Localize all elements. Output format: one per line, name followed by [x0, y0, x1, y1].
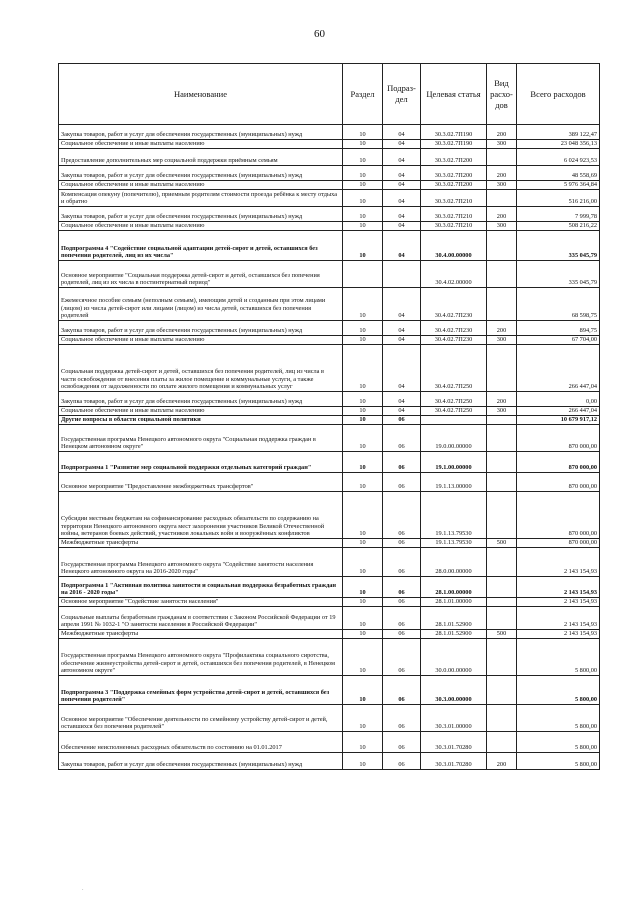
cell-kind — [487, 149, 517, 166]
cell-kind — [487, 452, 517, 473]
cell-section: 10 — [343, 416, 383, 425]
cell-target: 30.4.02.7П250 — [421, 392, 487, 407]
cell-target: 30.4.02.7П230 — [421, 321, 487, 336]
cell-name: Государственная программа Ненецкого автономного округа "Профилактика социального сиротства, обеспечение жизнеустройства детей-сирот и детей, оставшихся без попечения родителей, в Ненецком автономном округе" — [59, 639, 343, 676]
cell-section: 10 — [343, 166, 383, 181]
cell-target: 19.1.13.79530 — [421, 492, 487, 539]
cell-section: 10 — [343, 140, 383, 149]
cell-target: 30.3.00.00000 — [421, 676, 487, 705]
cell-name: Подпрограмма 4 "Содействие социальной адаптации детей-сирот и детей, оставшихся без попечения родителей, лиц из их числа" — [59, 231, 343, 261]
cell-total: 2 143 154,93 — [517, 630, 600, 639]
cell-name: Закупка товаров, работ и услуг для обеспечения государственных (муниципальных) нужд — [59, 392, 343, 407]
cell-subsection: 04 — [383, 140, 421, 149]
cell-section: 10 — [343, 336, 383, 345]
header-total: Всего расходов — [517, 64, 600, 125]
cell-target: 30.3.02.7П190 — [421, 140, 487, 149]
cell-section: 10 — [343, 190, 383, 207]
cell-subsection: 04 — [383, 166, 421, 181]
cell-total: 10 679 917,12 — [517, 416, 600, 425]
cell-section: 10 — [343, 705, 383, 732]
cell-total: 5 800,00 — [517, 753, 600, 770]
cell-subsection: 06 — [383, 416, 421, 425]
cell-subsection: 06 — [383, 732, 421, 753]
cell-total: 335 045,79 — [517, 231, 600, 261]
table-row — [59, 492, 600, 539]
budget-table — [58, 63, 600, 770]
cell-subsection: 04 — [383, 345, 421, 392]
cell-total: 5 800,00 — [517, 705, 600, 732]
cell-subsection: 06 — [383, 705, 421, 732]
cell-total: 335 045,79 — [517, 261, 600, 288]
table-row — [59, 166, 600, 181]
cell-kind — [487, 732, 517, 753]
table-row — [59, 598, 600, 607]
cell-total: 7 999,78 — [517, 207, 600, 222]
cell-target: 19.1.13.00000 — [421, 473, 487, 492]
table-row — [59, 473, 600, 492]
cell-section: 10 — [343, 676, 383, 705]
cell-name: Закупка товаров, работ и услуг для обеспечения государственных (муниципальных) нужд — [59, 166, 343, 181]
cell-kind: 300 — [487, 222, 517, 231]
cell-kind: 200 — [487, 753, 517, 770]
cell-section: 10 — [343, 222, 383, 231]
cell-total: 516 216,00 — [517, 190, 600, 207]
table-row — [59, 321, 600, 336]
cell-kind — [487, 639, 517, 676]
cell-target: 28.1.01.52900 — [421, 630, 487, 639]
cell-name: Социальное обеспечение и иные выплаты населению — [59, 140, 343, 149]
cell-name: Подпрограмма 1 "Развитие мер социальной поддержки отдельных категорий граждан" — [59, 452, 343, 473]
cell-kind — [487, 416, 517, 425]
cell-name: Закупка товаров, работ и услуг для обеспечения государственных (муниципальных) нужд — [59, 207, 343, 222]
cell-total: 5 800,00 — [517, 676, 600, 705]
cell-target: 30.4.02.00000 — [421, 261, 487, 288]
cell-total: 6 024 923,53 — [517, 149, 600, 166]
cell-subsection: 04 — [383, 222, 421, 231]
table-row — [59, 548, 600, 577]
table-row — [59, 140, 600, 149]
cell-subsection: 06 — [383, 492, 421, 539]
table-row — [59, 288, 600, 321]
cell-kind — [487, 261, 517, 288]
table-row — [59, 577, 600, 598]
table-row — [59, 336, 600, 345]
cell-name: Субсидии местным бюджетам на софинансирование расходных обязательств по содержанию на территории Ненецкого автономного округа мест захоронения участников Великой Отечественной войны, ветеранов боевых действий, участников локальных войн и вооружённых конфликтов — [59, 492, 343, 539]
cell-name: Государственная программа Ненецкого автономного округа "Содействие занятости населения Ненецкого автономного округа на 2016-2020 годы" — [59, 548, 343, 577]
cell-name: Социальное обеспечение и иные выплаты населению — [59, 407, 343, 416]
cell-target: 30.4.00.00000 — [421, 231, 487, 261]
cell-section: 10 — [343, 452, 383, 473]
cell-target: 30.4.02.7П250 — [421, 345, 487, 392]
cell-total: 870 000,00 — [517, 425, 600, 452]
cell-subsection: 06 — [383, 473, 421, 492]
cell-kind — [487, 607, 517, 630]
cell-name: Закупка товаров, работ и услуг для обеспечения государственных (муниципальных) нужд — [59, 125, 343, 140]
cell-target: 30.3.02.7П200 — [421, 181, 487, 190]
cell-section: 10 — [343, 607, 383, 630]
cell-subsection: 04 — [383, 125, 421, 140]
cell-kind: 300 — [487, 407, 517, 416]
cell-name: Закупка товаров, работ и услуг для обеспечения государственных (муниципальных) нужд — [59, 321, 343, 336]
cell-target — [421, 416, 487, 425]
table-row — [59, 125, 600, 140]
cell-subsection: 06 — [383, 577, 421, 598]
cell-total: 894,75 — [517, 321, 600, 336]
table-row — [59, 639, 600, 676]
cell-section: 10 — [343, 539, 383, 548]
cell-kind: 300 — [487, 181, 517, 190]
cell-kind — [487, 425, 517, 452]
table-row — [59, 705, 600, 732]
cell-subsection: 06 — [383, 539, 421, 548]
cell-total: 389 122,47 — [517, 125, 600, 140]
cell-total: 508 216,22 — [517, 222, 600, 231]
cell-name: Межбюджетные трансферты — [59, 630, 343, 639]
cell-total: 266 447,04 — [517, 407, 600, 416]
cell-kind: 500 — [487, 539, 517, 548]
cell-subsection: 06 — [383, 676, 421, 705]
scan-mark: . — [82, 886, 84, 892]
table-row — [59, 753, 600, 770]
table-row — [59, 345, 600, 392]
cell-kind: 300 — [487, 140, 517, 149]
table-row — [59, 149, 600, 166]
table-row — [59, 207, 600, 222]
cell-target: 30.3.02.7П210 — [421, 207, 487, 222]
page-number: 60 — [314, 28, 325, 40]
table-row — [59, 607, 600, 630]
cell-target: 30.0.00.00000 — [421, 639, 487, 676]
cell-subsection: 06 — [383, 753, 421, 770]
cell-total: 870 000,00 — [517, 539, 600, 548]
cell-target: 30.4.02.7П230 — [421, 336, 487, 345]
cell-kind — [487, 676, 517, 705]
cell-subsection: 04 — [383, 207, 421, 222]
cell-subsection: 04 — [383, 336, 421, 345]
cell-section: 10 — [343, 407, 383, 416]
cell-section: 10 — [343, 321, 383, 336]
cell-kind — [487, 288, 517, 321]
cell-section: 10 — [343, 425, 383, 452]
table-header-row — [59, 64, 600, 125]
cell-subsection: 06 — [383, 630, 421, 639]
table-row — [59, 190, 600, 207]
table-row — [59, 392, 600, 407]
cell-subsection: 04 — [383, 288, 421, 321]
cell-target: 30.3.02.7П200 — [421, 149, 487, 166]
table-row — [59, 539, 600, 548]
cell-subsection: 04 — [383, 231, 421, 261]
table-row — [59, 732, 600, 753]
cell-total: 870 000,00 — [517, 452, 600, 473]
cell-kind — [487, 345, 517, 392]
cell-name: Социальная поддержка детей-сирот и детей, оставшихся без попечения родителей, лиц из числа в части освобождения от внесения платы за жилое помещение и коммунальные услуги, а также освобождения от задолженности по оплате жилого помещения и коммунальных услуг — [59, 345, 343, 392]
table-row — [59, 231, 600, 261]
cell-name: Основное мероприятие "Обеспечение деятельности по семейному устройству детей-сирот и детей, оставшихся без попечения родителей" — [59, 705, 343, 732]
cell-kind: 200 — [487, 125, 517, 140]
cell-total: 2 143 154,93 — [517, 548, 600, 577]
cell-kind — [487, 577, 517, 598]
cell-total: 48 558,69 — [517, 166, 600, 181]
cell-kind: 200 — [487, 166, 517, 181]
cell-name: Подпрограмма 3 "Поддержка семейных форм устройства детей-сирот и детей, оставшихся без попечения родителей" — [59, 676, 343, 705]
cell-target: 30.3.02.7П210 — [421, 222, 487, 231]
table-row — [59, 416, 600, 425]
cell-total: 870 000,00 — [517, 492, 600, 539]
cell-section: 10 — [343, 753, 383, 770]
cell-total: 870 000,00 — [517, 473, 600, 492]
cell-total: 2 143 154,93 — [517, 577, 600, 598]
cell-name: Социальное обеспечение и иные выплаты населению — [59, 222, 343, 231]
cell-section: 10 — [343, 149, 383, 166]
cell-total: 5 800,00 — [517, 639, 600, 676]
cell-subsection: 06 — [383, 639, 421, 676]
cell-section: 10 — [343, 345, 383, 392]
cell-name: Социальное обеспечение и иные выплаты населению — [59, 336, 343, 345]
cell-kind — [487, 190, 517, 207]
header-target: Целевая статья — [421, 64, 487, 125]
cell-target: 28.1.01.52900 — [421, 607, 487, 630]
cell-name: Ежемесячное пособие семьям (неполным семьям), имеющим детей и созданным при этом лицами (лицом) из числа детей-сирот или лицами (лицом) из числа детей, оставшихся без попечения родителей — [59, 288, 343, 321]
cell-section: 10 — [343, 125, 383, 140]
cell-total: 5 976 364,84 — [517, 181, 600, 190]
cell-name: Обеспечение неисполненных расходных обязательств по состоянию на 01.01.2017 — [59, 732, 343, 753]
cell-name: Социальное обеспечение и иные выплаты населению — [59, 181, 343, 190]
cell-kind: 200 — [487, 321, 517, 336]
cell-subsection: 04 — [383, 407, 421, 416]
cell-name: Подпрограмма 1 "Активная политика занятости и социальная поддержка безработных граждан на 2016 - 2020 годы" — [59, 577, 343, 598]
table-row — [59, 452, 600, 473]
header-subsection: Подраз-дел — [383, 64, 421, 125]
cell-total: 23 048 356,13 — [517, 140, 600, 149]
header-kind: Вид расхо-дов — [487, 64, 517, 125]
header-name: Наименование — [59, 64, 343, 125]
cell-subsection: 06 — [383, 452, 421, 473]
cell-target: 30.3.02.7П210 — [421, 190, 487, 207]
cell-target: 19.1.00.00000 — [421, 452, 487, 473]
cell-section: 10 — [343, 639, 383, 676]
cell-target: 30.4.02.7П250 — [421, 407, 487, 416]
cell-kind: 500 — [487, 630, 517, 639]
cell-section: 10 — [343, 181, 383, 190]
cell-section: 10 — [343, 231, 383, 261]
cell-kind: 200 — [487, 207, 517, 222]
cell-target: 30.3.02.7П200 — [421, 166, 487, 181]
cell-section: 10 — [343, 392, 383, 407]
cell-target: 30.3.01.00000 — [421, 705, 487, 732]
cell-target: 30.3.01.70280 — [421, 753, 487, 770]
cell-subsection: 06 — [383, 548, 421, 577]
cell-name: Закупка товаров, работ и услуг для обеспечения государственных (муниципальных) нужд — [59, 753, 343, 770]
cell-name: Другие вопросы в области социальной политики — [59, 416, 343, 425]
cell-target: 28.1.01.00000 — [421, 598, 487, 607]
cell-target: 19.0.00.00000 — [421, 425, 487, 452]
cell-section: 10 — [343, 732, 383, 753]
cell-total: 2 143 154,93 — [517, 598, 600, 607]
cell-subsection — [383, 261, 421, 288]
cell-name: Компенсация опекуну (попечителю), приемным родителям стоимости проезда ребёнка к месту отдыха и обратно — [59, 190, 343, 207]
table-row — [59, 425, 600, 452]
cell-kind — [487, 598, 517, 607]
cell-target: 30.4.02.7П230 — [421, 288, 487, 321]
cell-section: 10 — [343, 288, 383, 321]
cell-name: Государственная программа Ненецкого автономного округа "Социальная поддержка граждан в Ненецком автономном округе" — [59, 425, 343, 452]
cell-kind — [487, 231, 517, 261]
cell-kind — [487, 548, 517, 577]
cell-section: 10 — [343, 548, 383, 577]
header-section: Раздел — [343, 64, 383, 125]
cell-subsection: 04 — [383, 392, 421, 407]
cell-section: 10 — [343, 492, 383, 539]
cell-subsection: 06 — [383, 607, 421, 630]
table-row — [59, 222, 600, 231]
cell-section: 10 — [343, 598, 383, 607]
cell-name: Основное мероприятие "Содействие занятости населения" — [59, 598, 343, 607]
table-body — [59, 125, 600, 770]
cell-subsection: 06 — [383, 425, 421, 452]
cell-subsection: 04 — [383, 149, 421, 166]
cell-target: 30.3.01.70280 — [421, 732, 487, 753]
cell-name: Предоставление дополнительных мер социальной поддержки приёмным семьям — [59, 149, 343, 166]
cell-section: 10 — [343, 473, 383, 492]
cell-name: Социальные выплаты безработным гражданам в соответствии с Законом Российской Федерации от 19 апреля 1991 № 1032-1 "О занятости населения в Российской Федерации" — [59, 607, 343, 630]
cell-total: 266 447,04 — [517, 345, 600, 392]
cell-section: 10 — [343, 207, 383, 222]
table-row — [59, 407, 600, 416]
cell-subsection: 04 — [383, 181, 421, 190]
cell-kind — [487, 492, 517, 539]
table-row — [59, 676, 600, 705]
cell-total: 67 704,00 — [517, 336, 600, 345]
cell-total: 0,00 — [517, 392, 600, 407]
cell-section — [343, 261, 383, 288]
cell-total: 2 143 154,93 — [517, 607, 600, 630]
cell-total: 5 800,00 — [517, 732, 600, 753]
cell-name: Основное мероприятие "Предоставление межбюджетных трансфертов" — [59, 473, 343, 492]
cell-subsection: 06 — [383, 598, 421, 607]
cell-subsection: 04 — [383, 321, 421, 336]
cell-subsection: 04 — [383, 190, 421, 207]
cell-kind: 200 — [487, 392, 517, 407]
cell-target: 30.3.02.7П190 — [421, 125, 487, 140]
table-row — [59, 181, 600, 190]
cell-target: 28.1.00.00000 — [421, 577, 487, 598]
cell-name: Основное мероприятие "Социальная поддержка детей-сирот и детей, оставшихся без попечения родителей, лиц из их числа в постинтернатный период" — [59, 261, 343, 288]
cell-total: 68 598,75 — [517, 288, 600, 321]
cell-section: 10 — [343, 630, 383, 639]
table-row — [59, 261, 600, 288]
cell-name: Межбюджетные трансферты — [59, 539, 343, 548]
cell-kind — [487, 473, 517, 492]
table-row — [59, 630, 600, 639]
cell-target: 19.1.13.79530 — [421, 539, 487, 548]
cell-target: 28.0.00.00000 — [421, 548, 487, 577]
cell-section: 10 — [343, 577, 383, 598]
cell-kind — [487, 705, 517, 732]
cell-kind: 300 — [487, 336, 517, 345]
